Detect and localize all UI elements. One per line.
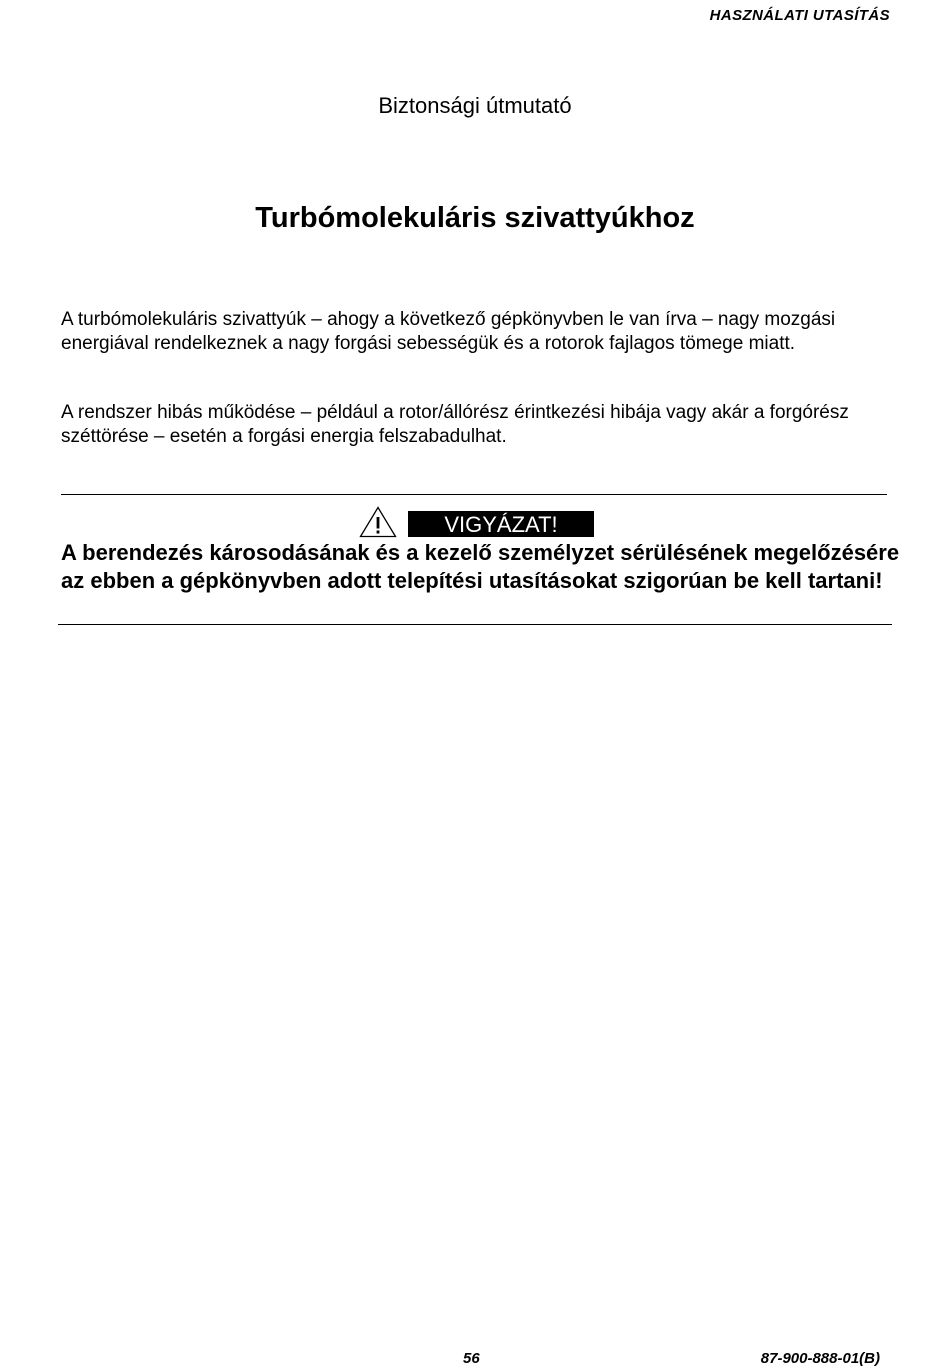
warning-badge: VIGYÁZAT! [408, 511, 594, 537]
warning-text: A berendezés károsodásának és a kezelő személyzet sérülésének megelőzésére az ebben a gépkönyvben adott telepítési utasításokat szigorúan be kell tartani! [61, 540, 900, 593]
document-title: Turbómolekuláris szivattyúkhoz [255, 202, 695, 234]
warning-triangle-icon [359, 506, 397, 538]
malfunction-paragraph: A rendszer hibás működése – például a rotor/állórész érintkezési hibája vagy akár a forgórész széttörése – esetén a forgási energia felszabadulhat. [61, 402, 849, 447]
warning-top-divider [61, 494, 887, 495]
document-subtitle: Biztonsági útmutató [378, 93, 572, 118]
running-header: HASZNÁLATI UTASÍTÁS [709, 7, 890, 24]
intro-paragraph: A turbómolekuláris szivattyúk – ahogy a következő gépkönyvben le van írva – nagy mozgási energiával rendelkeznek a nagy forgási sebességük és a rotorok fajlagos tömege miatt. [61, 309, 836, 354]
page-number: 56 [463, 1350, 480, 1367]
document-code: 87-900-888-01(B) [760, 1350, 880, 1367]
warning-bottom-divider [58, 624, 892, 625]
